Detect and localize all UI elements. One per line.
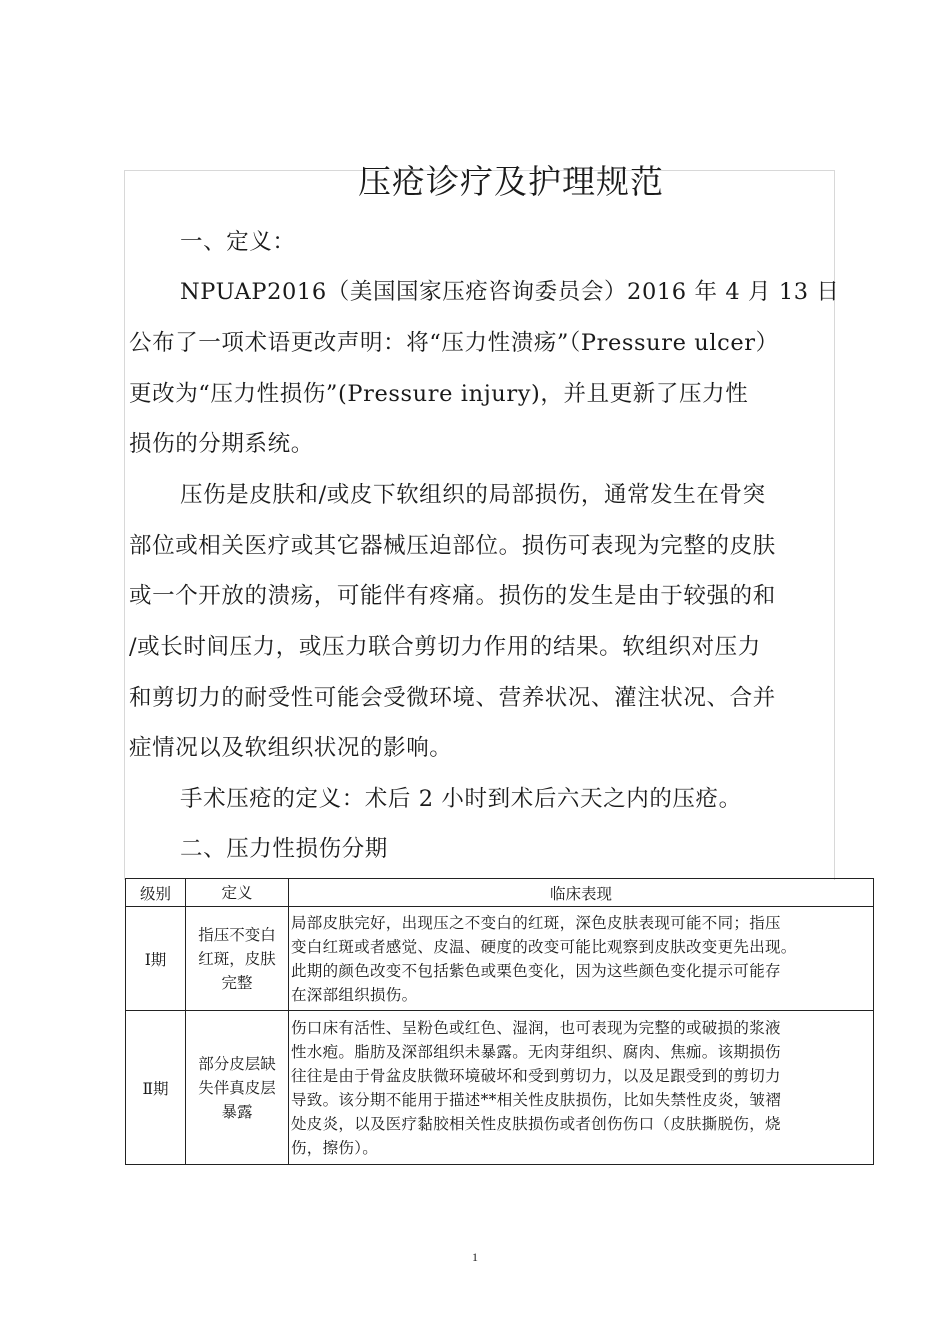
stage-definition [186,1011,289,1165]
definition-line: 失伴真皮层 [198,1078,276,1097]
clinical-line: 局部皮肤完好，出现压之不变白的红斑，深色皮肤表现可能不同；指压 [291,913,781,932]
stage-definition [186,907,289,1011]
definition-line: 部分皮层缺 [198,1054,276,1073]
staging-table [125,878,874,1165]
header-clinical: 临床表现 [289,879,874,907]
table-header-row [126,879,874,907]
definition-line: 暴露 [221,1102,253,1121]
clinical-line: 变白红斑或者感觉、皮温、硬度的改变可能比观察到皮肤改变更先出现。 [291,937,797,956]
clinical-line: 导致。该分期不能用于描述**相关性皮肤损伤，比如失禁性皮炎，皱褶 [291,1090,782,1109]
stage-level: Ⅰ期 [126,907,186,1011]
paragraph-surgical-definition: 手术压疮的定义：术后 2 小时到术后六天之内的压疮。 [180,786,742,812]
clinical-line: 伤口床有活性、呈粉色或红色、湿润，也可表现为完整的或破损的浆液 [291,1018,781,1037]
definition-line: 完整 [221,973,253,992]
paragraph-line: 部位或相关医疗或其它器械压迫部位。损伤可表现为完整的皮肤 [129,533,776,559]
paragraph-line: 损伤的分期系统。 [129,431,314,457]
paragraph-line: 和剪切力的耐受性可能会受微环境、营养状况、灌注状况、合并 [129,685,776,711]
clinical-line: 性水疱。脂肪及深部组织未暴露。无肉芽组织、腐肉、焦痂。该期损伤 [291,1042,781,1061]
table-row [126,1011,874,1165]
paragraph-line: /或长时间压力，或压力联合剪切力作用的结果。软组织对压力 [129,634,761,660]
stage-clinical [289,907,874,1011]
table-row [126,907,874,1011]
paragraph-line: 公布了一项术语更改声明：将“压力性溃疡”（Pressure ulcer） [129,330,779,356]
clinical-line: 此期的颜色改变不包括紫色或栗色变化，因为这些颜色变化提示可能存 [291,961,781,980]
clinical-line: 伤，擦伤）。 [291,1138,379,1157]
page-number: 1 [472,1250,478,1264]
clinical-line: 往往是由于骨盆皮肤微环境破坏和受到剪切力，以及足跟受到的剪切力 [291,1066,781,1085]
paragraph-line: 压伤是皮肤和/或皮下软组织的局部损伤，通常发生在骨突 [180,482,766,508]
paragraph-line: 或一个开放的溃疡，可能伴有疼痛。损伤的发生是由于较强的和 [129,583,776,609]
definition-line: 指压不变白 [198,925,276,944]
header-level: 级别 [126,879,186,907]
definition-line: 红斑，皮肤 [198,949,276,968]
clinical-line: 在深部组织损伤。 [291,985,418,1004]
section1-heading: 一、定义： [180,229,296,255]
stage-clinical [289,1011,874,1165]
clinical-line: 处皮炎，以及医疗黏胶相关性皮肤损伤或者创伤伤口（皮肤撕脱伤，烧 [291,1114,781,1133]
paragraph-line: NPUAP2016（美国国家压疮咨询委员会）2016 年 4 月 13 日 [180,279,840,305]
paragraph-line: 症情况以及软组织状况的影响。 [129,735,453,761]
page-title: 压疮诊疗及护理规范 [358,162,664,201]
header-definition: 定义 [186,879,289,907]
section2-heading: 二、压力性损伤分期 [180,836,388,862]
stage-level: Ⅱ期 [126,1011,186,1165]
paragraph-line: 更改为“压力性损伤”(Pressure injury)，并且更新了压力性 [129,381,749,407]
